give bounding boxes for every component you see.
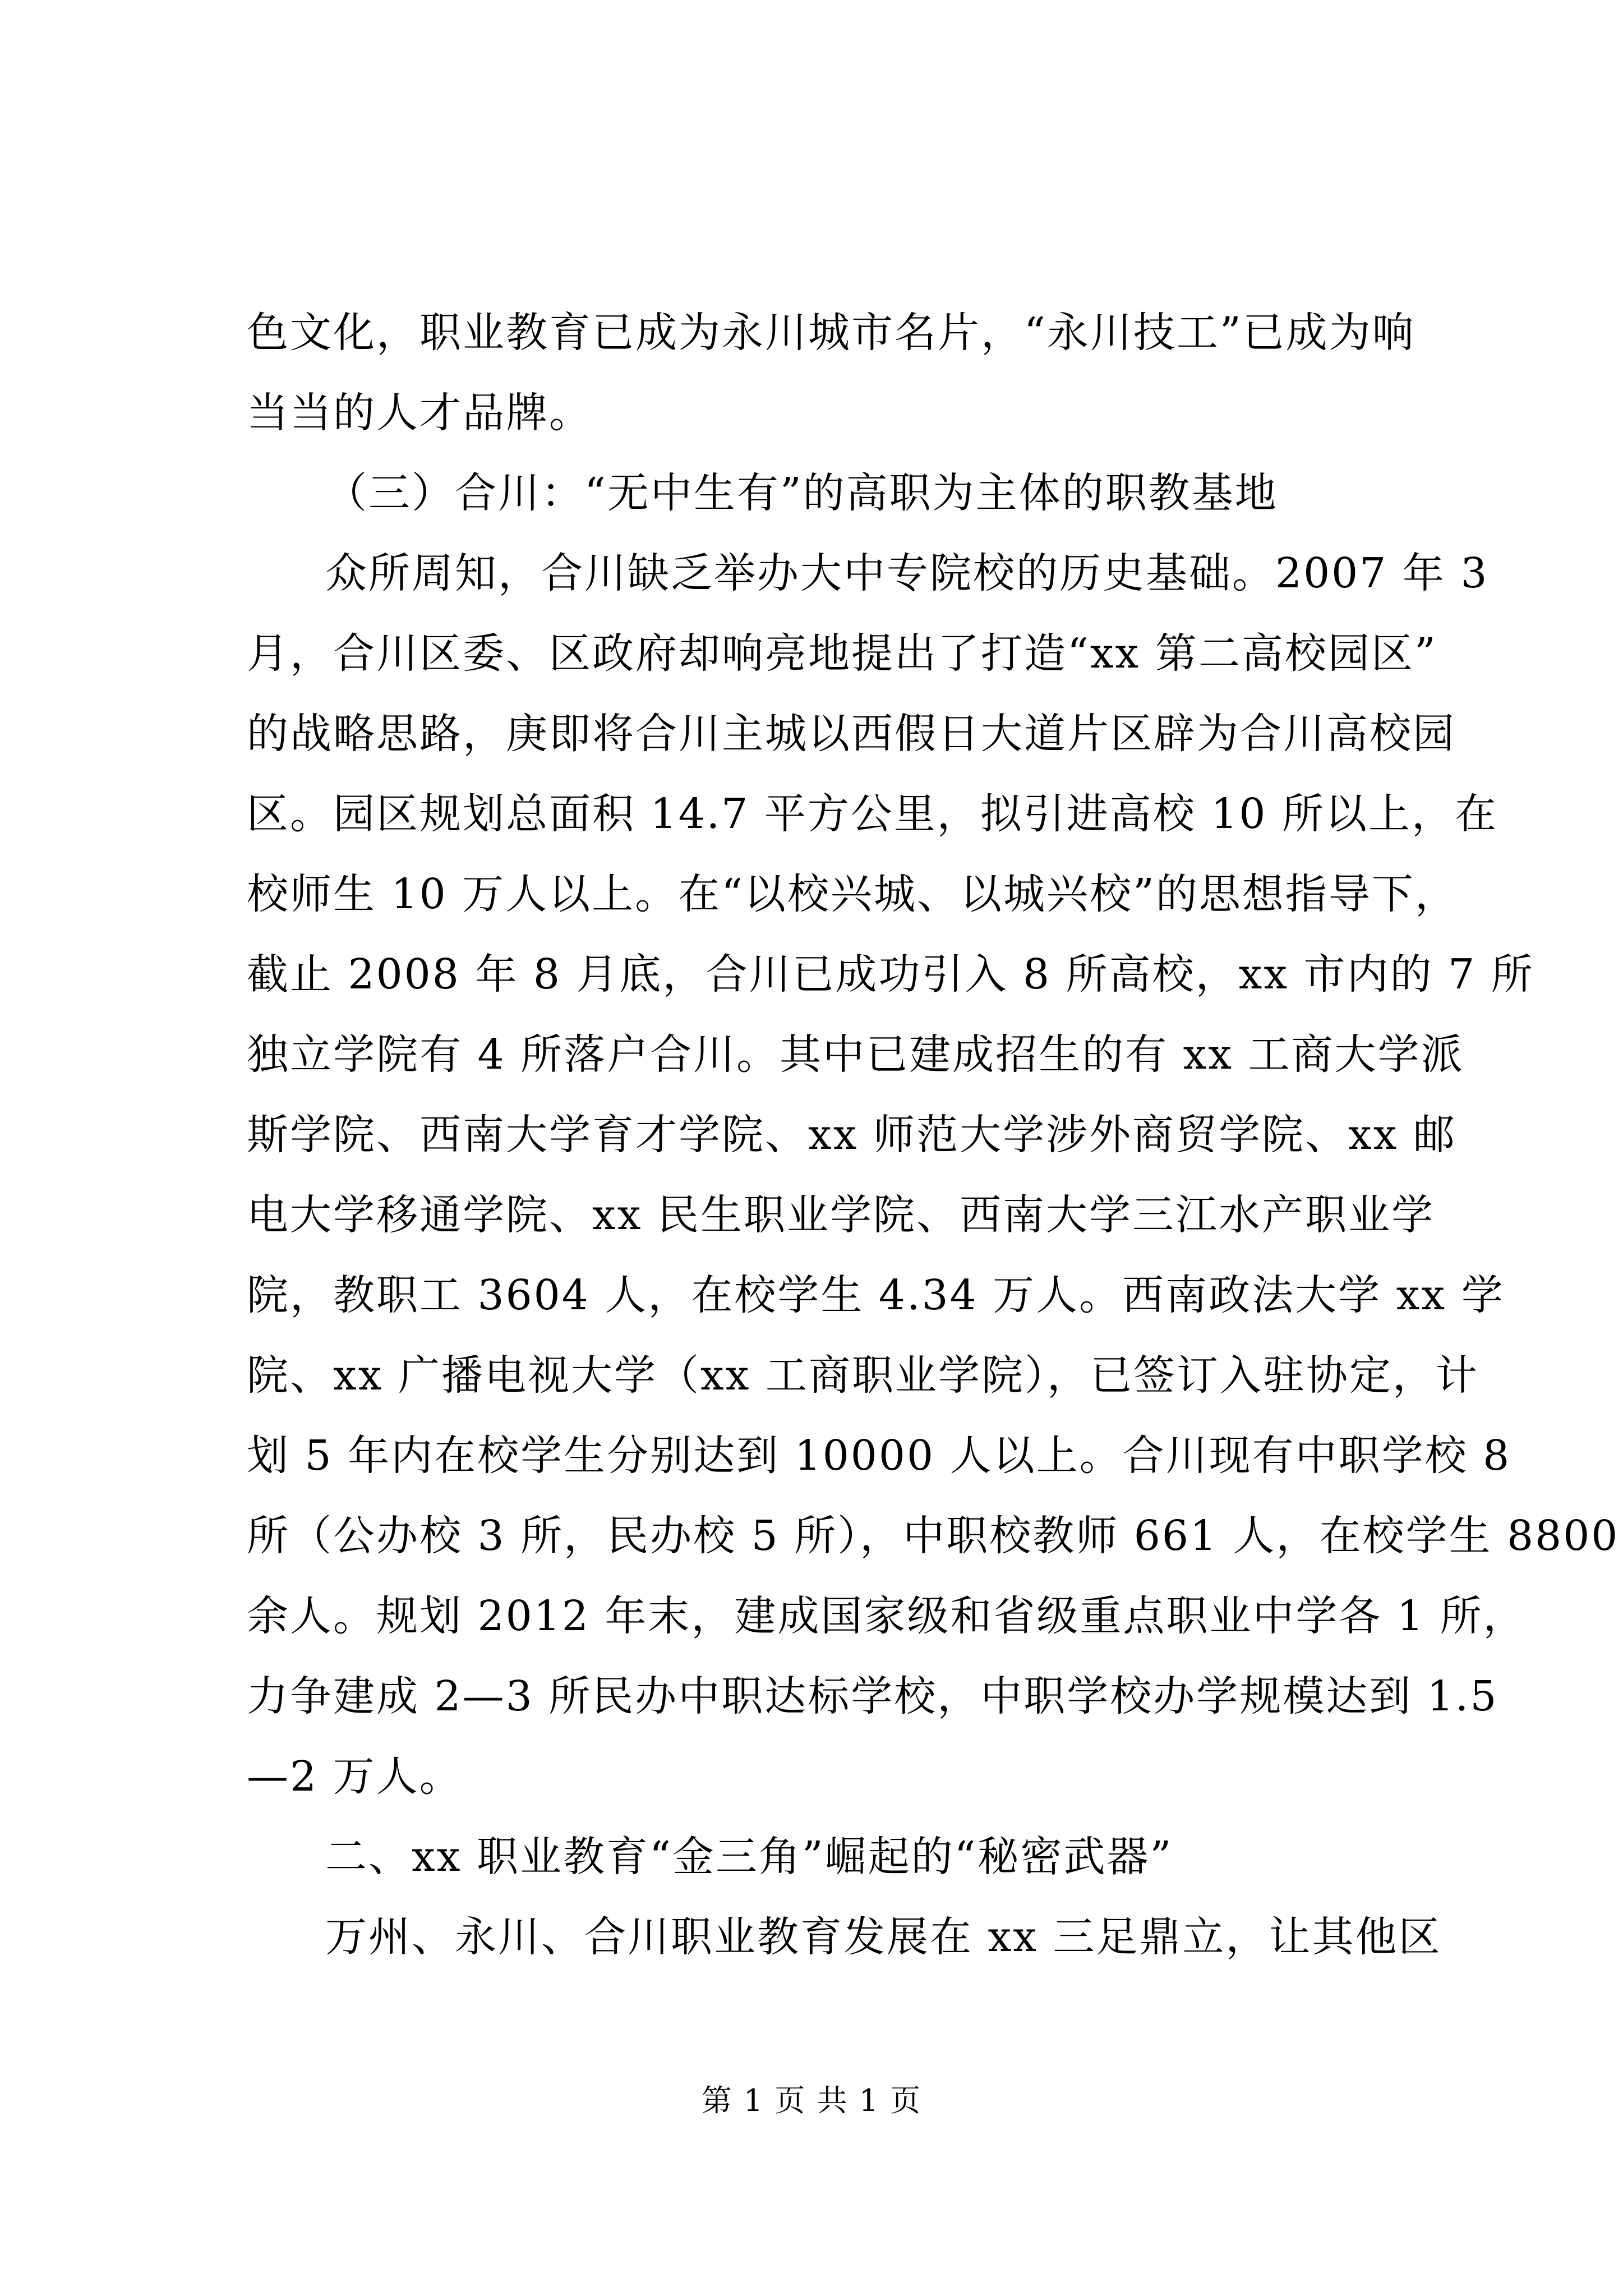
text-line: 色文化，职业教育已成为永川城市名片，“永川技工”已成为响 — [247, 309, 1415, 357]
text-line: 月，合川区委、区政府却响亮地提出了打造“xx 第二高校园区” — [247, 629, 1437, 678]
page-footer: 第 1 页 共 1 页 — [701, 2083, 922, 2118]
section-heading: （三）合川：“无中生有”的高职为主体的职教基地 — [325, 469, 1278, 517]
text-line: 众所周知，合川缺乏举办大中专院校的历史基础。2007 年 3 — [325, 549, 1489, 597]
text-line: 独立学院有 4 所落户合川。其中已建成招生的有 xx 工商大学派 — [247, 1030, 1464, 1079]
text-line: 区。园区规划总面积 14.7 平方公里，拟引进高校 10 所以上，在 — [247, 790, 1498, 838]
text-line: 校师生 10 万人以上。在“以校兴城、以城兴校”的思想指导下， — [247, 870, 1458, 918]
text-line: 斯学院、西南大学育才学院、xx 师范大学涉外商贸学院、xx 邮 — [247, 1111, 1456, 1159]
text-line: 当当的人才品牌。 — [247, 389, 592, 437]
text-line: 院、xx 广播电视大学（xx 工商职业学院），已签订入驻协定，计 — [247, 1351, 1479, 1400]
text-line: 力争建成 2—3 所民办中职达标学校，中职学校办学规模达到 1.5 — [247, 1672, 1498, 1720]
text-line: —2 万人。 — [247, 1752, 463, 1801]
text-line: 截止 2008 年 8 月底，合川已成功引入 8 所高校，xx 市内的 7 所 — [247, 950, 1534, 999]
text-line: 的战略思路，庚即将合川主城以西假日大道片区辟为合川高校园 — [247, 710, 1456, 758]
text-line: 划 5 年内在校学生分别达到 10000 人以上。合川现有中职学校 8 — [247, 1432, 1511, 1480]
text-line: 万州、永川、合川职业教育发展在 xx 三足鼎立，让其他区 — [325, 1913, 1442, 1961]
text-line: 院，教职工 3604 人，在校学生 4.34 万人。西南政法大学 xx 学 — [247, 1271, 1505, 1319]
text-line: 电大学移通学院、xx 民生职业学院、西南大学三江水产职业学 — [247, 1191, 1435, 1239]
section-heading: 二、xx 职业教育“金三角”崛起的“秘密武器” — [325, 1833, 1173, 1881]
text-line: 余人。规划 2012 年末，建成国家级和省级重点职业中学各 1 所， — [247, 1592, 1527, 1640]
text-line: 所（公办校 3 所，民办校 5 所），中职校教师 661 人，在校学生 8800 — [247, 1512, 1620, 1560]
